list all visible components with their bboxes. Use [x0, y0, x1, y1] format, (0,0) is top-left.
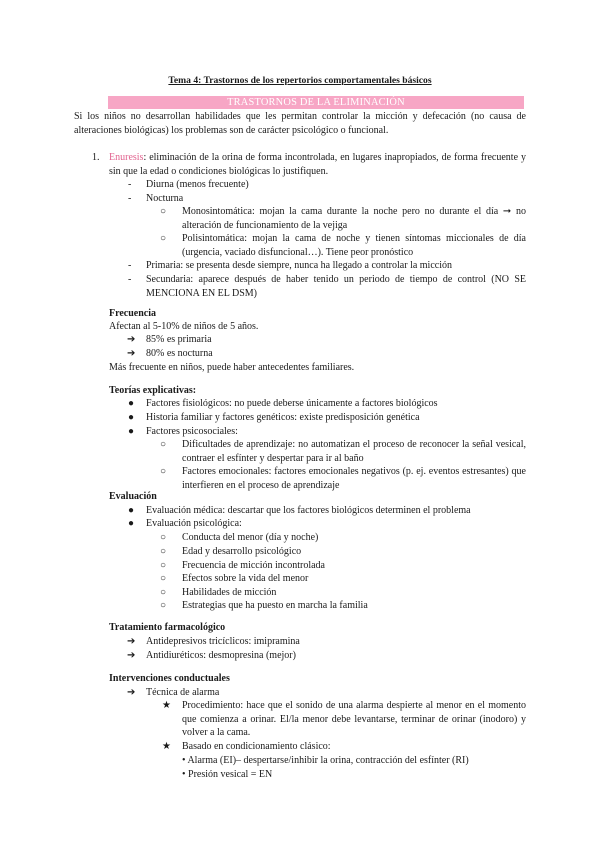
arrow-icon: ➔ — [127, 687, 136, 698]
dot-bullet: ● — [128, 412, 135, 423]
arrow-icon: ➔ — [127, 348, 136, 359]
nocturna-item: Nocturna — [146, 193, 184, 204]
dash-bullet: - — [128, 179, 132, 190]
teoria-fisiologicos: Factores fisiológicos: no puede deberse únicamente a factores biológicos — [146, 398, 438, 409]
dot-bullet: ● — [128, 398, 135, 409]
teoria-genetica: Historia familiar y factores genéticos: existe predisposición genética — [146, 412, 420, 423]
circle-bullet: ○ — [160, 600, 167, 611]
primaria-item: Primaria: se presenta desde siempre, nunca ha llegado a controlar la micción — [146, 260, 452, 271]
list-number: 1. — [92, 152, 100, 163]
star-icon: ★ — [162, 741, 171, 752]
list-item: Estrategias que ha puesto en marcha la familia — [182, 600, 368, 611]
circle-bullet: ○ — [160, 466, 167, 477]
intro-paragraph: Si los niños no desarrollan habilidades que les permitan controlar la micción y defecación (no causa de alteraciones biológicas) los problemas son de carácter psicológico o funcional. — [74, 111, 526, 136]
alarma-basado: Basado en condicionamiento clásico: — [182, 741, 331, 752]
teorias-heading: Teorías explicativas: — [109, 385, 197, 396]
dash-bullet: - — [128, 193, 132, 204]
circle-bullet: ○ — [160, 587, 167, 598]
dot-bullet: ● — [128, 518, 135, 529]
list-item: Conducta del menor (día y noche) — [182, 532, 319, 543]
arrow-icon: ➔ — [127, 334, 136, 345]
circle-bullet: ○ — [160, 573, 167, 584]
alarma-presion: • Presión vesical = EN — [182, 769, 273, 780]
frecuencia-heading: Frecuencia — [109, 308, 157, 319]
enuresis-text: : eliminación de la orina de forma incontrolada, en lugares inapropiados, de forma frecuente y sin que la edad o condiciones biológicas lo justifiquen. — [109, 152, 526, 177]
frecuencia-more: Más frecuente en niños, puede haber antecedentes familiares. — [109, 362, 355, 373]
star-icon: ★ — [162, 700, 171, 711]
diurna-item: Diurna (menos frecuente) — [146, 179, 249, 190]
dash-bullet: - — [128, 260, 132, 271]
frecuencia-nocturna: 80% es nocturna — [146, 348, 213, 359]
evaluacion-heading: Evaluación — [109, 491, 157, 502]
evaluacion-psicologica: Evaluación psicológica: — [146, 518, 242, 529]
list-item: Frecuencia de micción incontrolada — [182, 560, 325, 571]
list-item: Efectos sobre la vida del menor — [182, 573, 309, 584]
document-title: Tema 4: Trastornos de los repertorios comportamentales básicos — [168, 75, 432, 86]
frecuencia-text: Afectan al 5-10% de niños de 5 años. — [109, 321, 259, 332]
intervenciones-heading: Intervenciones conductuales — [109, 673, 230, 684]
alarma-ei: • Alarma (EI)– despertarse/inhibir la orina, contracción del esfínter (RI) — [182, 755, 469, 766]
list-item: Habilidades de micción — [182, 587, 277, 598]
teoria-aprendizaje: Dificultades de aprendizaje: no automatizan el proceso de reconocer la señal vesical, contraer el esfínter y despertar para ir al baño — [182, 439, 526, 464]
enuresis-definition — [109, 151, 526, 178]
section-banner: TRASTORNOS DE LA ELIMINACIÓN — [108, 96, 524, 109]
tratamiento-heading: Tratamiento farmacológico — [109, 622, 226, 633]
circle-bullet: ○ — [160, 560, 167, 571]
tratamiento-antidiureticos: Antidiuréticos: desmopresina (mejor) — [146, 650, 296, 661]
alarma-procedimiento: Procedimiento: hace que el sonido de una alarma despierte al menor en el momento que comienza a orinar. El/la menor debe levantarse, terminar de orinar (inodoro) y volver a la cama. — [182, 700, 526, 739]
circle-bullet: ○ — [160, 532, 167, 543]
polisintomatica-item: Polisintomática: mojan la cama de noche y tienen síntomas miccionales de día (urgencia, vaciado disfuncional…). Tiene peor pronóstico — [182, 233, 526, 258]
circle-bullet: ○ — [160, 439, 167, 450]
enuresis-term: Enuresis — [109, 152, 144, 163]
dash-bullet: - — [128, 274, 132, 285]
list-item: Edad y desarrollo psicológico — [182, 546, 302, 557]
tratamiento-antidepresivos: Antidepresivos tricíclicos: imipramina — [146, 636, 300, 647]
circle-bullet: ○ — [160, 546, 167, 557]
dot-bullet: ● — [128, 426, 135, 437]
monosintomatica-item: Monosintomática: mojan la cama durante la noche pero no durante el día ➞ no alteración de funcionamiento de la vejiga — [182, 206, 526, 231]
arrow-icon: ➔ — [127, 650, 136, 661]
teoria-emocionales: Factores emocionales: factores emocionales negativos (p. ej. eventos estresantes) que interfieren en el proceso de aprendizaje — [182, 466, 526, 491]
teoria-psicosociales: Factores psicosociales: — [146, 426, 238, 437]
frecuencia-primaria: 85% es primaria — [146, 334, 212, 345]
dot-bullet: ● — [128, 505, 135, 516]
arrow-icon: ➔ — [127, 636, 136, 647]
circle-bullet: ○ — [160, 206, 167, 217]
circle-bullet: ○ — [160, 233, 167, 244]
evaluacion-medica: Evaluación médica: descartar que los factores biológicos determinen el problema — [146, 505, 471, 516]
tecnica-alarma: Técnica de alarma — [146, 687, 220, 698]
secundaria-item: Secundaria: aparece después de haber tenido un periodo de tiempo de control (NO SE MENCIONA EN EL DSM) — [146, 274, 526, 299]
